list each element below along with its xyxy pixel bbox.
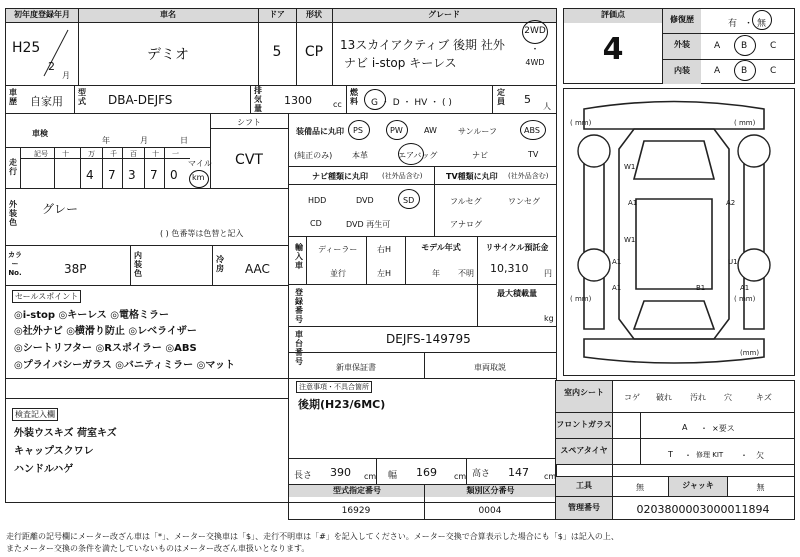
notes-value: 後期(H23/6MC): [298, 398, 386, 411]
usage-value: 自家用: [30, 95, 63, 108]
navi-type-sub: (社外品含む): [382, 172, 423, 180]
navi-cd: CD: [310, 219, 322, 228]
evaluation-score: 4: [602, 32, 624, 67]
equip-ps: PS: [353, 126, 363, 135]
mileage-label: 走行: [9, 158, 17, 176]
repair-yes: 有: [728, 19, 738, 29]
navi-dvd: DVD: [356, 196, 374, 205]
mileage-header-4: 百: [130, 150, 137, 158]
aircon-value: AAC: [245, 262, 270, 276]
mileage-unit-label: マイル: [188, 159, 212, 168]
mileage-header-0: 記号: [34, 150, 48, 158]
displacement-unit: cc: [333, 100, 342, 109]
first-reg-era-year: H25: [12, 40, 41, 56]
tools-label: 工具: [556, 477, 612, 496]
navi-hdd: HDD: [308, 196, 327, 205]
color-no-label: カラーNo.: [8, 251, 22, 277]
import-parallel: 並行: [330, 269, 346, 278]
import-dealer: ディーラー: [318, 245, 358, 254]
height-value: 147: [508, 466, 529, 479]
shift-value: CVT: [235, 152, 263, 168]
footer-line-2: またメーター交換の条件を満たしていないものはメーター改ざん車扱いとなります。: [6, 544, 310, 553]
equip-leather: 本革: [352, 151, 368, 160]
front-glass-label: フロントガラス: [556, 413, 612, 438]
reg-no-label: 登録番号: [295, 288, 303, 324]
length-label: 長さ: [294, 471, 313, 481]
color-no-value: 38P: [64, 262, 87, 276]
tv-type-label: TV種類に丸印: [446, 172, 498, 181]
height-unit: cm: [544, 472, 557, 481]
repair-sep: ・: [744, 19, 754, 29]
seat-label: 室内シート: [556, 381, 612, 412]
color-label: 外装色: [9, 200, 17, 227]
mgmt-label: 管理番号: [556, 497, 612, 519]
equipment-label: 装備品に丸印: [296, 127, 344, 136]
doors-header: ドア: [258, 9, 296, 22]
mileage-digit-2: 7: [108, 168, 116, 182]
tv-type-sub: (社外品含む): [508, 172, 549, 180]
spare-label: スペアタイヤ: [556, 439, 612, 464]
mileage-header-3: 千: [110, 150, 117, 158]
repair-no: 無: [757, 19, 767, 29]
svg-text:( mm): ( mm): [734, 119, 756, 127]
diagram-mark-2: W1: [624, 236, 636, 244]
exterior-label: 外装: [663, 33, 701, 59]
equip-tv: TV: [528, 150, 539, 159]
interior-c: C: [770, 66, 777, 76]
grade-line1: 13スカイアクティブ 後期 社外: [340, 38, 505, 52]
evaluation-label: 評価点: [564, 9, 662, 23]
tools-value: 無: [636, 483, 644, 492]
diagram-mark-7: B1: [696, 284, 706, 292]
class-no-label: 類別区分番号: [425, 485, 556, 497]
equip-pw: PW: [390, 126, 403, 135]
car-outline: [564, 89, 794, 375]
svg-text:( mm): ( mm): [734, 295, 756, 303]
capacity-value: 5: [524, 93, 531, 106]
inspection-month: 月: [140, 136, 148, 145]
recycle-label: リサイクル預託金: [485, 243, 549, 252]
inspection-label: 車検: [32, 129, 48, 138]
capacity-unit: 人: [543, 102, 551, 111]
fuel-label: 燃料: [350, 88, 358, 106]
shift-label: シフト: [237, 118, 261, 127]
import-right: 右H: [377, 245, 392, 254]
mileage-digit-3: 3: [128, 168, 136, 182]
equipment-sub: (純正のみ): [294, 151, 333, 160]
vehicle-manual: 車両取説: [474, 363, 506, 372]
repair-history-label: 修復歴: [663, 9, 701, 33]
navi-sd: SD: [403, 196, 415, 205]
class-no-value: 0004: [478, 506, 502, 516]
mileage-header-2: 万: [88, 150, 95, 158]
tv-oneseg: ワンセグ: [508, 197, 540, 206]
model-year-year: 年: [432, 269, 440, 278]
front-glass-value: ×要ス: [712, 424, 735, 433]
drive-4wd: 4WD: [525, 58, 545, 67]
first-reg-month-unit: 月: [62, 71, 70, 80]
displacement-value: 1300: [284, 94, 312, 107]
sales-point-1: ◎i-stop ◎キーレス ◎電格ミラー: [14, 310, 169, 321]
spare-sep: ・: [684, 451, 692, 460]
mileage-header-1: 十: [62, 150, 69, 158]
diagram-mark-5: U1: [728, 258, 738, 266]
tv-fullseg: フルセグ: [450, 197, 482, 206]
first-reg-month: 2: [48, 60, 55, 73]
diagram-mark-1: A1: [628, 199, 638, 207]
capacity-label: 定員: [497, 88, 505, 106]
mileage-digit-1: 4: [86, 168, 94, 182]
doors-value: 5: [272, 44, 282, 60]
mileage-header-6: 一: [172, 150, 179, 158]
width-label: 幅: [388, 471, 398, 481]
diagram-mark-0: W1: [624, 163, 636, 171]
aircon-label: 冷房: [216, 255, 224, 273]
seat-item-1: 破れ: [656, 393, 672, 402]
sales-point-3: ◎シートリフター ◎Rスポイラー ◎ABS: [14, 343, 197, 354]
width-unit: cm: [454, 472, 467, 481]
import-left: 左H: [377, 269, 392, 278]
spare-none: 欠: [756, 451, 764, 460]
diagram-mark-4: A1: [612, 258, 622, 266]
interior-b: B: [741, 66, 748, 76]
exterior-b: B: [741, 41, 748, 51]
front-glass-a: A: [682, 423, 688, 432]
recycle-value: 10,310: [490, 262, 529, 275]
car-name-value: デミオ: [147, 47, 189, 63]
color-note: ( ) 色番等は色替と記入: [160, 229, 244, 238]
model-value: DBA-DEJFS: [108, 93, 173, 107]
inspector-label: 検査記入欄: [12, 408, 58, 421]
mileage-header-5: 十: [152, 150, 159, 158]
first-reg-header: 初年度登録年月: [6, 9, 78, 22]
type-spec-value: 16929: [341, 506, 371, 516]
inspection-year: 年: [102, 136, 110, 145]
drive-sep: ・: [530, 45, 540, 55]
spare-sep2: ・: [740, 451, 748, 460]
chassis-value: DEJFS-149795: [386, 332, 471, 346]
sales-point-4: ◎プライバシーガラス ◎バニティミラー ◎マット: [14, 360, 235, 371]
grade-line2: ナビ i-stop キーレス: [344, 56, 457, 70]
seat-item-2: 汚れ: [690, 393, 706, 402]
drive-2wd: 2WD: [524, 26, 546, 36]
inspection-day: 日: [180, 136, 188, 145]
interior-a: A: [714, 66, 721, 76]
shape-header: 形状: [296, 9, 332, 22]
exterior-a: A: [714, 41, 721, 51]
inspector-line-2: キャップスクワレ: [14, 446, 94, 457]
jack-value: 無: [756, 483, 765, 492]
model-year-label: モデル年式: [421, 243, 461, 252]
svg-text:( mm): ( mm): [570, 295, 592, 303]
seat-item-4: キズ: [756, 393, 772, 402]
equip-abs: ABS: [524, 126, 540, 135]
diagram-mark-6: A1: [612, 284, 622, 292]
inspector-line-1: 外装ウスキズ 荷室キズ: [14, 428, 117, 439]
exterior-c: C: [770, 41, 777, 51]
color-value: グレー: [42, 202, 79, 216]
car-name-header: 車名: [78, 9, 258, 22]
diagram-mark-8: A1: [740, 284, 750, 292]
max-load-unit: kg: [544, 314, 554, 323]
navi-type-label: ナビ種類に丸印: [312, 172, 368, 181]
sales-point-2: ◎社外ナビ ◎横滑り防止 ◎レベライザー: [14, 326, 197, 337]
usage-label: 車歴: [9, 88, 17, 106]
seat-item-3: 穴: [724, 393, 732, 402]
model-year-unknown: 不明: [458, 269, 474, 278]
mileage-digit-4: 7: [150, 168, 158, 182]
grade-header: グレード: [332, 9, 556, 22]
height-label: 高さ: [472, 469, 491, 479]
chassis-label: 車台番号: [295, 330, 303, 366]
navi-dvd-play: DVD 再生可: [346, 220, 391, 229]
equip-aw: AW: [424, 126, 437, 135]
interior-label: 内装: [663, 59, 701, 84]
spare-kit: 修理 KIT: [696, 451, 724, 459]
svg-text:( mm): ( mm): [570, 119, 592, 127]
notes-label: 注意事項・不具合箇所: [296, 381, 372, 393]
diagram-mark-3: A2: [726, 199, 736, 207]
length-value: 390: [330, 466, 351, 479]
front-glass-sep: ・: [700, 424, 708, 433]
mileage-digit-5: 0: [170, 168, 178, 182]
recycle-unit: 円: [544, 269, 552, 278]
sales-points-label: セールスポイント: [12, 290, 81, 303]
equip-sunroof: サンルーフ: [458, 127, 497, 136]
shape-value: CP: [304, 44, 324, 60]
model-label: 型式: [78, 88, 86, 106]
fuel-options: G ・ D ・ HV ・ ( ): [371, 98, 452, 108]
seat-item-0: コゲ: [624, 393, 640, 402]
mileage-unit: km: [192, 173, 205, 182]
spare-t: T: [668, 450, 673, 459]
max-load-label: 最大積載量: [497, 289, 537, 298]
import-label: 輸入車: [295, 243, 303, 270]
footer-line-1: 走行距離の記号欄にメーター改ざん車は「*」、メーター交換車は「$」、走行不明車は「#」を記入してください。メーター交換で合算表示した場合にも「$」は記入の上、: [6, 532, 619, 541]
displacement-label: 排気量: [254, 86, 262, 113]
type-spec-label: 型式指定番号: [289, 485, 425, 497]
inspector-line-3: ハンドルハゲ: [14, 464, 74, 475]
mgmt-value: 0203800003000011894: [636, 503, 770, 516]
jack-label: ジャッキ: [669, 477, 727, 496]
interior-color-label: 内装色: [134, 251, 142, 278]
equip-airbag: エアバッグ: [398, 151, 438, 160]
length-unit: cm: [364, 472, 377, 481]
width-value: 169: [416, 466, 437, 479]
tv-analog: アナログ: [450, 220, 482, 229]
equip-navi: ナビ: [472, 151, 488, 160]
svg-text:(mm): (mm): [740, 349, 760, 357]
new-car-warranty: 新車保証書: [336, 363, 376, 372]
